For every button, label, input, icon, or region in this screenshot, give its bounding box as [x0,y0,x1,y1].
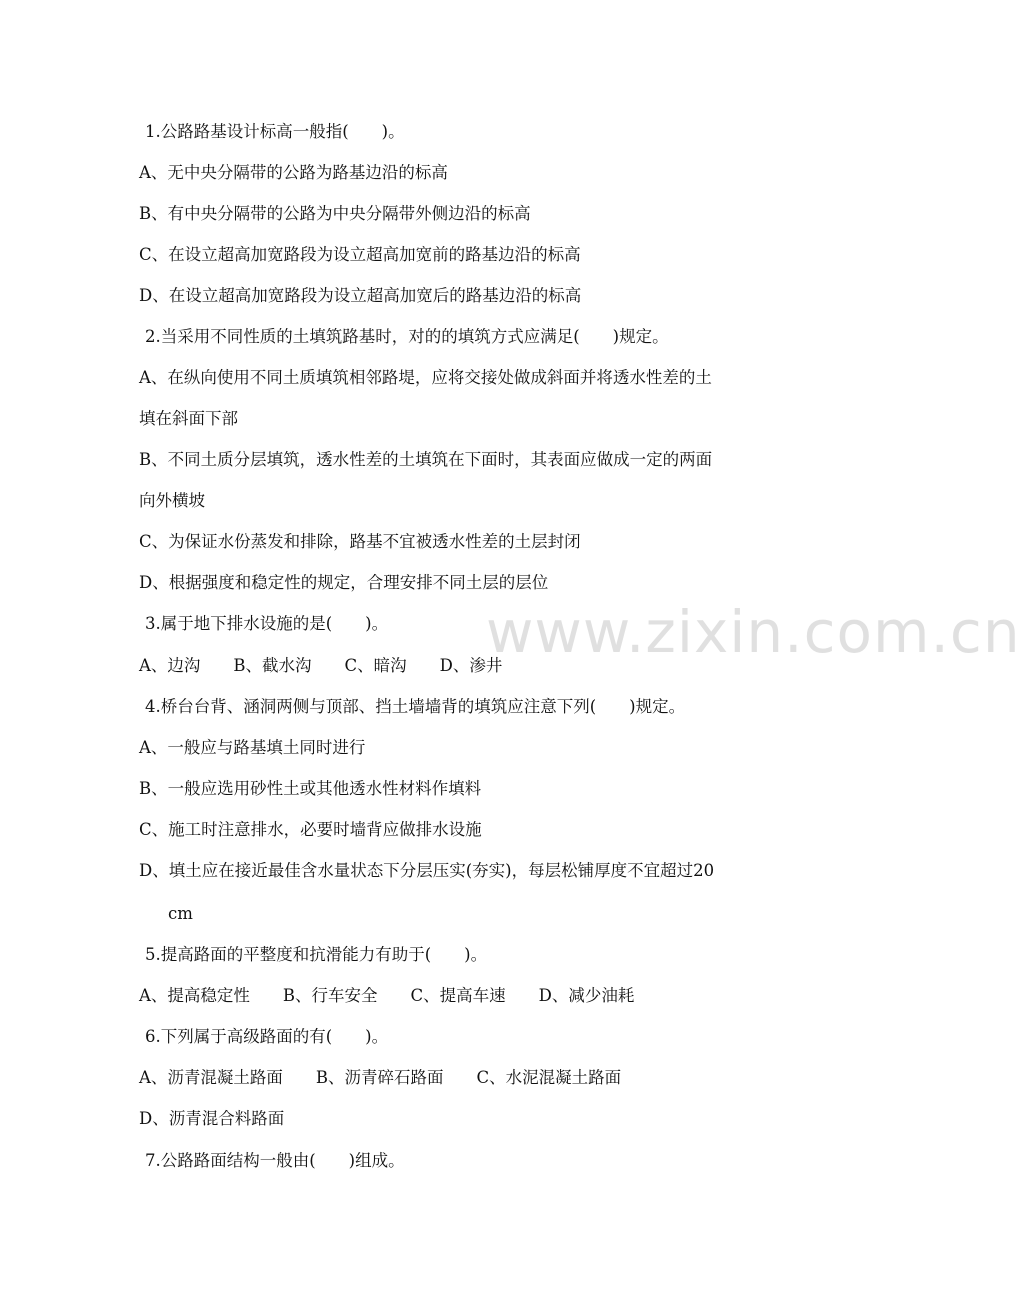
option-6d: D、沥青混合料路面 [139,1109,285,1128]
watermark-text: www.zixin.com.cn [486,598,1021,666]
option-2a: A、在纵向使用不同土质填筑相邻路堤，应将交接处做成斜面并将透水性差的土 [139,368,712,387]
question-2: 2.当采用不同性质的土填筑路基时，对的的填筑方式应满足( )规定。 [145,327,669,346]
option-1b: B、有中央分隔带的公路为中央分隔带外侧边沿的标高 [139,204,531,223]
options-3: A、边沟 B、截水沟 C、暗沟 D、渗井 [139,656,503,675]
question-4: 4.桥台台背、涵洞两侧与顶部、挡土墙墙背的填筑应注意下列( )规定。 [145,697,686,716]
option-2b-continued: 向外横坡 [139,491,205,510]
options-6: A、沥青混凝土路面 B、沥青碎石路面 C、水泥混凝土路面 [139,1068,622,1087]
option-2d: D、根据强度和稳定性的规定，合理安排不同土层的层位 [139,573,549,592]
options-5: A、提高稳定性 B、行车安全 C、提高车速 D、减少油耗 [139,986,635,1005]
question-1: 1.公路路基设计标高一般指( )。 [145,122,405,141]
option-4d: D、填土应在接近最佳含水量状态下分层压实(夯实)，每层松铺厚度不宜超过20 [139,861,715,880]
option-2a-continued: 填在斜面下部 [139,409,238,428]
option-4c: C、施工时注意排水，必要时墙背应做排水设施 [139,820,482,839]
question-7: 7.公路路面结构一般由( )组成。 [145,1151,405,1170]
question-5: 5.提高路面的平整度和抗滑能力有助于( )。 [145,945,488,964]
option-4d-continued: cm [168,904,193,923]
option-1c: C、在设立超高加宽路段为设立超高加宽前的路基边沿的标高 [139,245,581,264]
option-2c: C、为保证水份蒸发和排除，路基不宜被透水性差的土层封闭 [139,532,581,551]
option-2b: B、不同土质分层填筑，透水性差的土填筑在下面时，其表面应做成一定的两面 [139,450,713,469]
option-4b: B、一般应选用砂性土或其他透水性材料作填料 [139,779,482,798]
option-4a: A、一般应与路基填土同时进行 [139,738,366,757]
question-3: 3.属于地下排水设施的是( )。 [145,614,389,633]
question-6: 6.下列属于高级路面的有( )。 [145,1027,389,1046]
option-1a: A、无中央分隔带的公路为路基边沿的标高 [139,163,448,182]
option-1d: D、在设立超高加宽路段为设立超高加宽后的路基边沿的标高 [139,286,582,305]
